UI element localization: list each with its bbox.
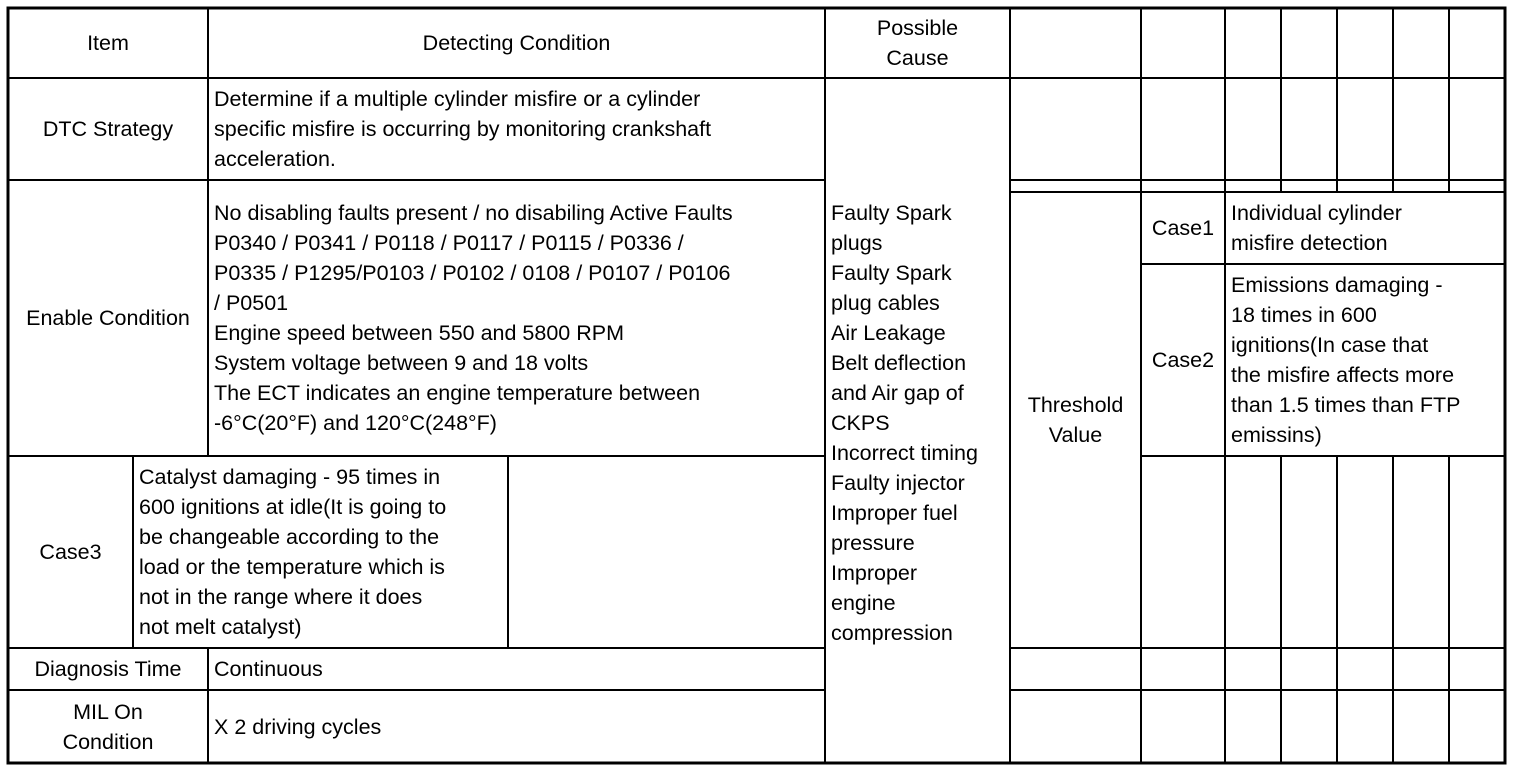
mil-on-label-line: Condition — [62, 729, 154, 754]
case2-text — [1225, 264, 1505, 456]
case3-text — [133, 456, 508, 648]
diagnosis-time-label-text: Diagnosis Time — [34, 657, 182, 681]
enable-condition-line: P0335 / P1295/P0103 / P0102 / 0108 / P0107 / P0106 — [214, 261, 731, 285]
header-item — [8, 8, 208, 78]
enable-condition-line: -6°C(20°F) and 120°C(248°F) — [214, 411, 497, 435]
dtc-strategy-line: Determine if a multiple cylinder misfire or a cylinder — [214, 87, 701, 111]
enable-condition-text — [208, 180, 825, 456]
enable-condition-label-text: Enable Condition — [26, 306, 190, 330]
case2-line: Emissions damaging - — [1231, 273, 1443, 297]
possible-cause-line: pressure — [831, 531, 915, 555]
mil-on-label — [8, 690, 208, 763]
case2-line: 18 times in 600 — [1231, 303, 1377, 327]
enable-condition-line: Engine speed between 550 and 5800 RPM — [214, 321, 625, 345]
possible-cause-line: compression — [831, 621, 953, 645]
mil-on-value: X 2 driving cycles — [214, 714, 382, 739]
case2-label-text: Case2 — [1151, 348, 1215, 372]
enable-condition-label — [8, 180, 208, 456]
header-possible-cause-line: Possible — [876, 16, 959, 40]
case1-label-text: Case1 — [1151, 216, 1215, 240]
enable-condition-line: P0340 / P0341 / P0118 / P0117 / P0115 / P0336 / — [214, 231, 684, 255]
threshold-label-line: Threshold — [1027, 393, 1124, 417]
case3-line: load or the temperature which is — [139, 555, 445, 579]
header-detecting-condition-text: Detecting Condition — [422, 31, 611, 55]
case1-label — [1141, 192, 1225, 264]
case3-line: 600 ignitions at idle(It is going to — [139, 495, 447, 519]
case1-line: misfire detection — [1231, 231, 1388, 255]
possible-cause-line: CKPS — [831, 411, 890, 435]
case3-line: be changeable according to the — [139, 525, 440, 549]
case1-text — [1225, 192, 1505, 264]
diagnosis-time-label — [8, 648, 208, 690]
dtc-strategy-line: specific misfire is occurring by monitoring crankshaft — [214, 117, 712, 141]
threshold-label-line: Value — [1048, 423, 1103, 447]
case3-line: not melt catalyst) — [139, 615, 302, 639]
dtc-strategy-text — [208, 78, 825, 180]
possible-cause-line: and Air gap of — [831, 381, 964, 405]
mil-on-label-line: MIL On — [73, 699, 143, 724]
case2-line: the misfire affects more — [1231, 363, 1455, 387]
possible-cause-line: Incorrect timing — [831, 441, 978, 465]
case2-line: emissins) — [1231, 423, 1322, 447]
possible-cause-line: Belt deflection — [831, 351, 967, 375]
possible-cause-line: Improper fuel — [831, 501, 958, 525]
diagnosis-time-text — [208, 648, 825, 690]
case3-label-text: Case3 — [39, 540, 102, 564]
dtc-strategy-label — [8, 78, 208, 180]
possible-cause-line: plugs — [831, 231, 883, 255]
possible-cause-line: Improper — [831, 561, 918, 585]
possible-cause-line: Faulty injector — [831, 471, 965, 495]
enable-condition-line: / P0501 — [214, 291, 289, 315]
header-possible-cause-line: Cause — [886, 46, 949, 70]
enable-condition-line: System voltage between 9 and 18 volts — [214, 351, 589, 375]
case1-line: Individual cylinder — [1231, 201, 1402, 225]
diagnosis-time-value: Continuous — [214, 657, 323, 681]
case3-line: not in the range where it does — [139, 585, 423, 609]
threshold-value-label — [1010, 192, 1141, 648]
case3-label — [8, 456, 133, 648]
header-detecting-condition — [208, 8, 825, 78]
dtc-strategy-label-text: DTC Strategy — [42, 117, 174, 141]
case2-line: ignitions(In case that — [1231, 333, 1429, 357]
possible-cause-line: Faulty Spark — [831, 261, 952, 285]
mil-on-text — [208, 690, 825, 763]
case2-label — [1141, 264, 1225, 456]
possible-cause-line: Faulty Spark — [831, 201, 952, 225]
enable-condition-line: No disabling faults present / no disabiling Active Faults — [214, 201, 733, 225]
header-possible-cause — [825, 8, 1010, 78]
possible-cause-line: Air Leakage — [831, 321, 946, 345]
possible-causes-list — [825, 198, 1010, 658]
enable-condition-line: The ECT indicates an engine temperature between — [214, 381, 701, 405]
dtc-strategy-line: acceleration. — [214, 147, 336, 171]
possible-cause-line: plug cables — [831, 291, 940, 315]
possible-cause-line: engine — [831, 591, 896, 615]
case2-line: than 1.5 times than FTP — [1231, 393, 1461, 417]
case3-line: Catalyst damaging - 95 times in — [139, 465, 441, 489]
header-item-text: Item — [87, 31, 129, 55]
